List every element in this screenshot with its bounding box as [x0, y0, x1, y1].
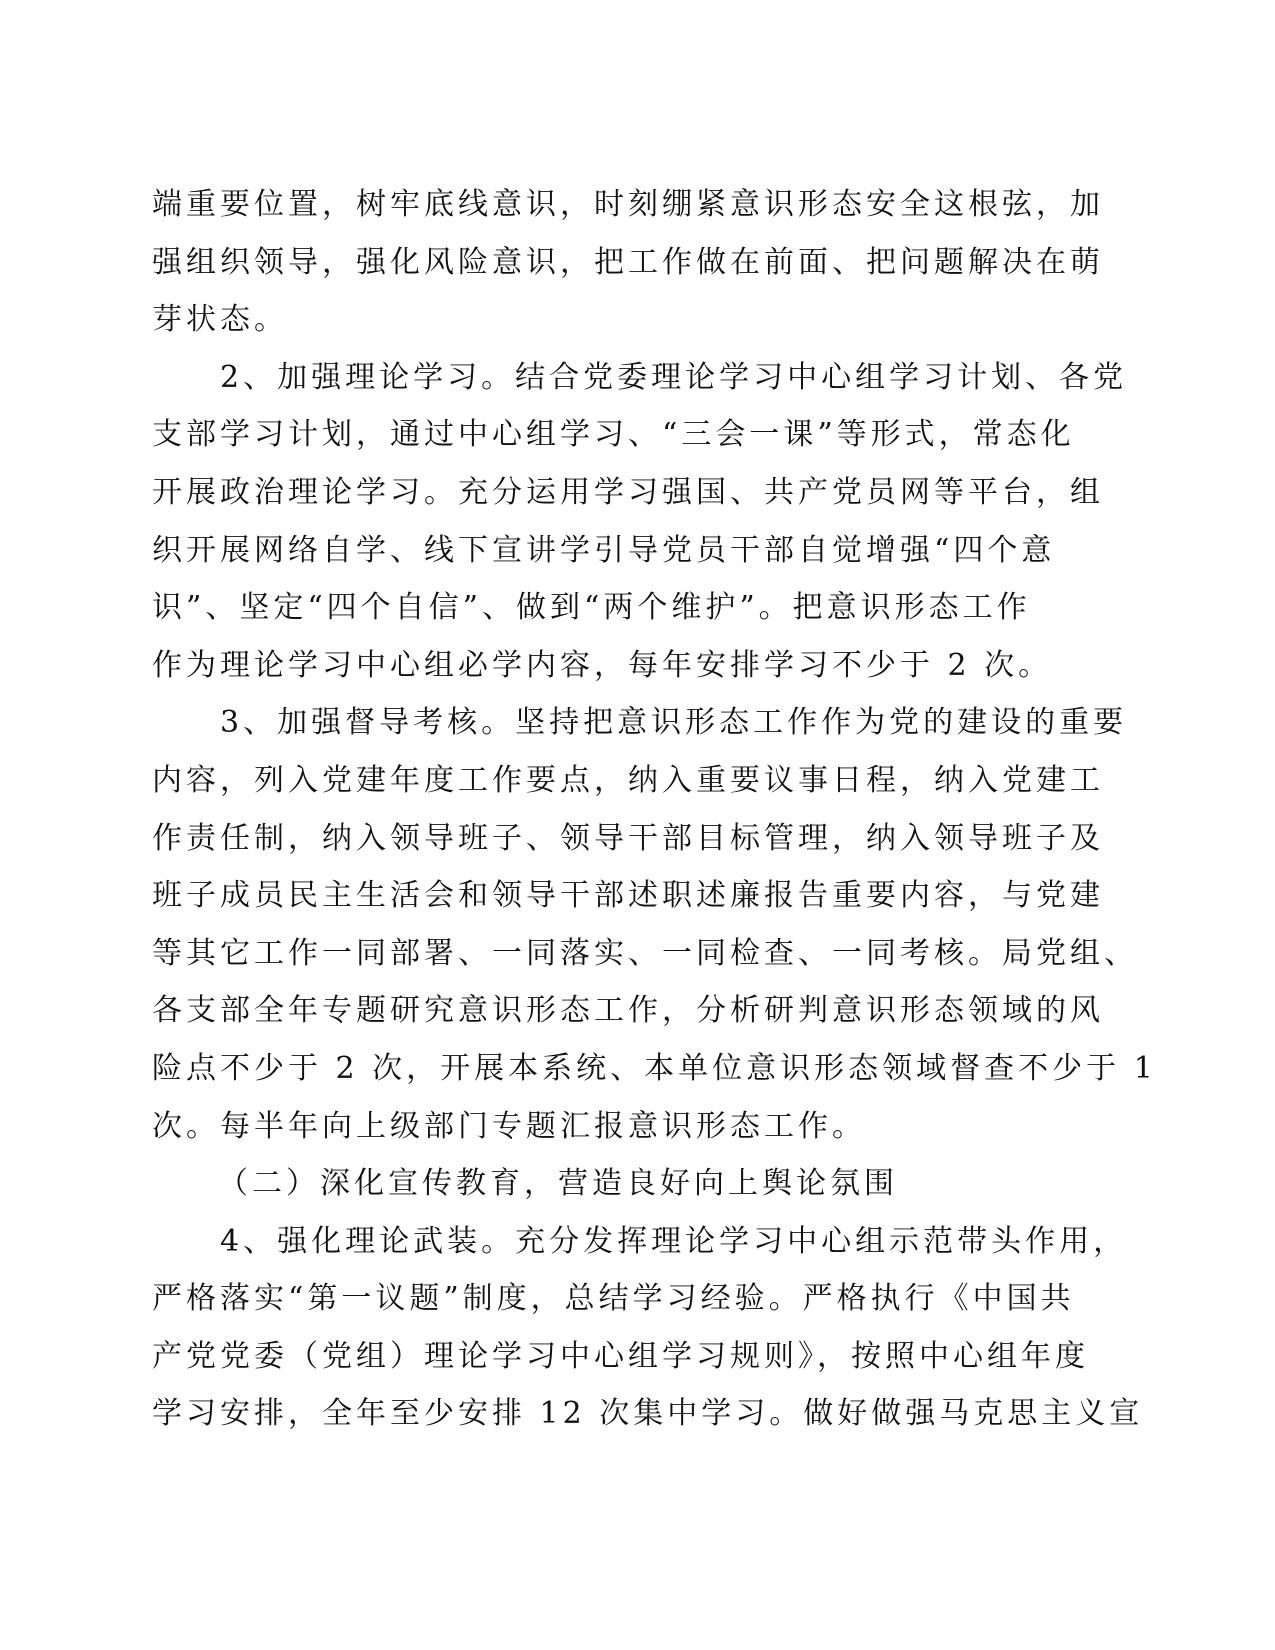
text-line: 织开展网络自学、线下宣讲学引导党员干部自觉增强“四个意 — [152, 532, 1056, 568]
text-line: 内容，列入党建年度工作要点，纳入重要议事日程，纳入党建工 — [152, 762, 1104, 798]
text-line: 作责任制，纳入领导班子、领导干部目标管理，纳入领导班子及 — [152, 820, 1104, 856]
text-line: 学习安排，全年至少安排 12 次集中学习。做好做强马克思主义宣 — [152, 1396, 1144, 1432]
section-heading: （二）深化宣传教育，营造良好向上舆论氛围 — [218, 1166, 898, 1202]
text-line: 识”、坚定“四个自信”、做到“两个维护”。把意识形态工作 — [152, 590, 1031, 626]
text-line: 严格落实“第一议题”制度，总结学习经验。严格执行《中国共 — [152, 1281, 1075, 1317]
text-line: 强组织领导，强化风险意识，把工作做在前面、把问题解决在萌 — [152, 244, 1104, 280]
text-line: 险点不少于 2 次，开展本系统、本单位意识形态领域督查不少于 1 — [152, 1050, 1157, 1086]
text-line: 次。每半年向上级部门专题汇报意识形态工作。 — [152, 1108, 866, 1144]
text-line: 开展政治理论学习。充分运用学习强国、共产党员网等平台，组 — [152, 474, 1104, 510]
text-line: 作为理论学习中心组必学内容，每年安排学习不少于 2 次。 — [152, 647, 1053, 683]
paragraph-3-first-line: 3、加强督导考核。坚持把意识形态工作作为党的建设的重要 — [220, 705, 1128, 741]
text-line: 端重要位置，树牢底线意识，时刻绷紧意识形态安全这根弦，加 — [152, 187, 1104, 222]
text-line: 各支部全年专题研究意识形态工作，分析研判意识形态领域的风 — [152, 993, 1104, 1029]
text-line: 产党党委（党组）理论学习中心组学习规则》，按照中心组年度 — [152, 1338, 1089, 1374]
text-line: 支部学习计划，通过中心组学习、“三会一课”等形式，常态化 — [152, 417, 1075, 453]
paragraph-2-first-line: 2、加强理论学习。结合党委理论学习中心组学习计划、各党 — [220, 359, 1128, 395]
paragraph-4-first-line: 4、强化理论武装。充分发挥理论学习中心组示范带头作用， — [220, 1223, 1128, 1259]
text-line: 班子成员民主生活会和领导干部述职述廉报告重要内容，与党建 — [152, 878, 1104, 914]
text-line: 等其它工作一同部署、一同落实、一同检查、一同考核。局党组、 — [152, 935, 1138, 971]
document-body — [152, 176, 1157, 1443]
text-line: 芽状态。 — [152, 302, 288, 338]
